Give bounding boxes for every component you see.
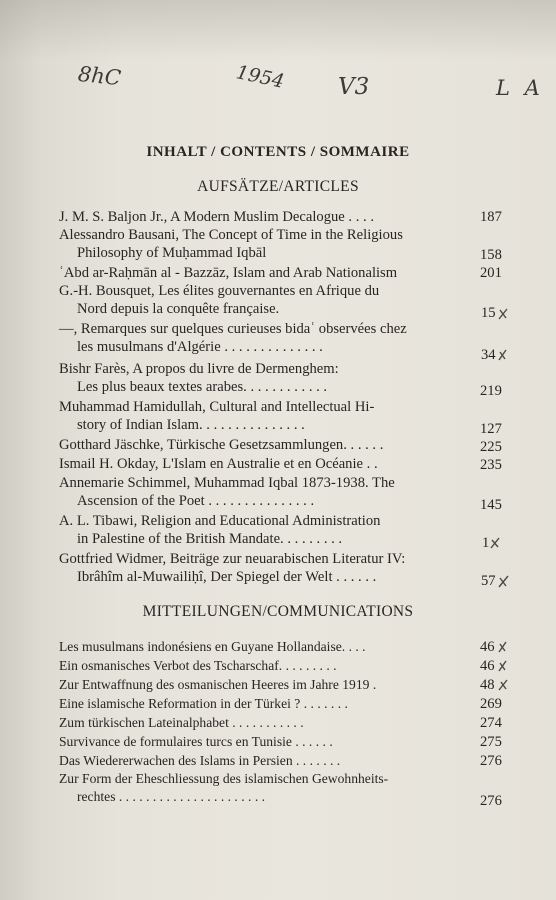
toc-page-number: 187 [480, 209, 502, 225]
toc-entry-line: Ismail H. Okday, L'Islam en Australie et en Océanie . . [59, 456, 378, 472]
check-mark-icon [491, 538, 499, 548]
toc-entry-line: ʿAbd ar-Raḥmān al - Bazzāz, Islam and Arab Nationalism [59, 265, 398, 281]
toc-page-number: 145 [480, 497, 502, 513]
contents-heading: INHALT / CONTENTS / SOMMAIRE [146, 144, 410, 160]
check-mark-icon [499, 661, 506, 671]
section-title-communications: MITTEILUNGEN/COMMUNICATIONS [142, 603, 414, 620]
toc-page-number: 57 [481, 573, 496, 589]
handwritten-mark-volume: V3 [338, 74, 370, 100]
toc-entry-line: Bishr Farès, A propos du livre de Dermenghem: [59, 361, 339, 377]
toc-entry-line: Ascension of the Poet . . . . . . . . . . . . . . . [77, 493, 315, 509]
handwritten-mark-year: 1954 [234, 61, 287, 93]
check-mark-icon [499, 350, 506, 360]
handwritten-mark-right: L A [496, 76, 544, 100]
toc-page-number: 46 [480, 658, 495, 674]
toc-page-number: 48 [480, 677, 495, 693]
toc-entry-line: Nord depuis la conquête française. [77, 301, 280, 317]
check-mark-icon [499, 309, 507, 319]
toc-entry-line: Alessandro Bausani, The Concept of Time in the Religious [59, 227, 403, 243]
toc-entry-line: les musulmans d'Algérie . . . . . . . . . . . . . . [77, 339, 323, 355]
check-mark-icon [499, 576, 508, 587]
toc-entry-line: in Palestine of the British Mandate. . . . . . . . . [77, 531, 343, 547]
toc-entry-line: J. M. S. Baljon Jr., A Modern Muslim Decalogue . . . . [59, 209, 374, 225]
toc-entry-line: Zur Entwaffnung des osmanischen Heeres im Jahre 1919 . [59, 677, 377, 692]
toc-entry-line: Zum türkischen Lateinalphabet . . . . . . . . . . . [59, 715, 304, 730]
toc-entry-line: —, Remarques sur quelques curieuses bidaʿ observées chez [59, 321, 407, 337]
toc-page-number: 275 [480, 734, 502, 750]
section-title-articles: AUFSÄTZE/ARTICLES [197, 178, 359, 195]
toc-page-number: 201 [480, 265, 502, 281]
toc-entry-line: Eine islamische Reformation in der Türkei ? . . . . . . . [59, 696, 348, 711]
toc-entry-line: Annemarie Schimmel, Muhammad Iqbal 1873-1938. The [59, 475, 395, 491]
toc-page-number: 269 [480, 696, 502, 712]
toc-page-number: 276 [480, 793, 502, 809]
toc-entry-line: Philosophy of Muḥammad Iqbāl [77, 245, 267, 261]
toc-entry-line: rechtes . . . . . . . . . . . . . . . . . . . . . . [77, 789, 266, 804]
check-mark-icon [499, 680, 507, 690]
toc-page-number: 274 [480, 715, 502, 731]
toc-entry-line: Les plus beaux textes arabes. . . . . . . . . . . . [77, 379, 328, 395]
toc-entry-line: Ein osmanisches Verbot des Tscharschaf. . . . . . . . . [59, 658, 337, 673]
toc-entry-line: Les musulmans indonésiens en Guyane Hollandaise. . . . [59, 639, 366, 654]
toc-page-number: 276 [480, 753, 502, 769]
toc-entry-line: Zur Form der Eheschliessung des islamischen Gewohnheits- [59, 771, 389, 786]
toc-entry-line: Ibrâhîm al-Muwailiḥî, Der Spiegel der Welt . . . . . . [77, 569, 377, 585]
toc-entry-line: Gottfried Widmer, Beiträge zur neuarabischen Literatur IV: [59, 551, 406, 567]
toc-entry-line: G.-H. Bousquet, Les élites gouvernantes en Afrique du [59, 283, 380, 299]
toc-page-number: 15 [481, 305, 496, 321]
toc-entry-line: A. L. Tibawi, Religion and Educational Administration [59, 513, 381, 529]
check-mark-icon [499, 642, 506, 652]
toc-page-number: 225 [480, 439, 502, 455]
toc-page-number: 127 [480, 421, 502, 437]
toc-entry-line: Survivance de formulaires turcs en Tunisie . . . . . . [59, 734, 333, 749]
toc-page-number: 46 [480, 639, 495, 655]
toc-page-number: 219 [480, 383, 502, 399]
toc-page-number: 1 [482, 535, 490, 551]
toc-entry-line: Gotthard Jäschke, Türkische Gesetzsammlungen. . . . . . [59, 437, 384, 453]
toc-page-number: 158 [480, 247, 502, 263]
handwritten-mark-left: 8ℎC [76, 61, 123, 91]
toc-page-number: 235 [480, 457, 502, 473]
toc-entry-line: story of Indian Islam. . . . . . . . . . . . . . . [77, 417, 305, 433]
toc-page-number: 34 [481, 347, 496, 363]
toc-entry-line: Muhammad Hamidullah, Cultural and Intellectual Hi- [59, 399, 375, 415]
toc-entry-line: Das Wiedererwachen des Islams in Persien . . . . . . . [59, 753, 341, 768]
